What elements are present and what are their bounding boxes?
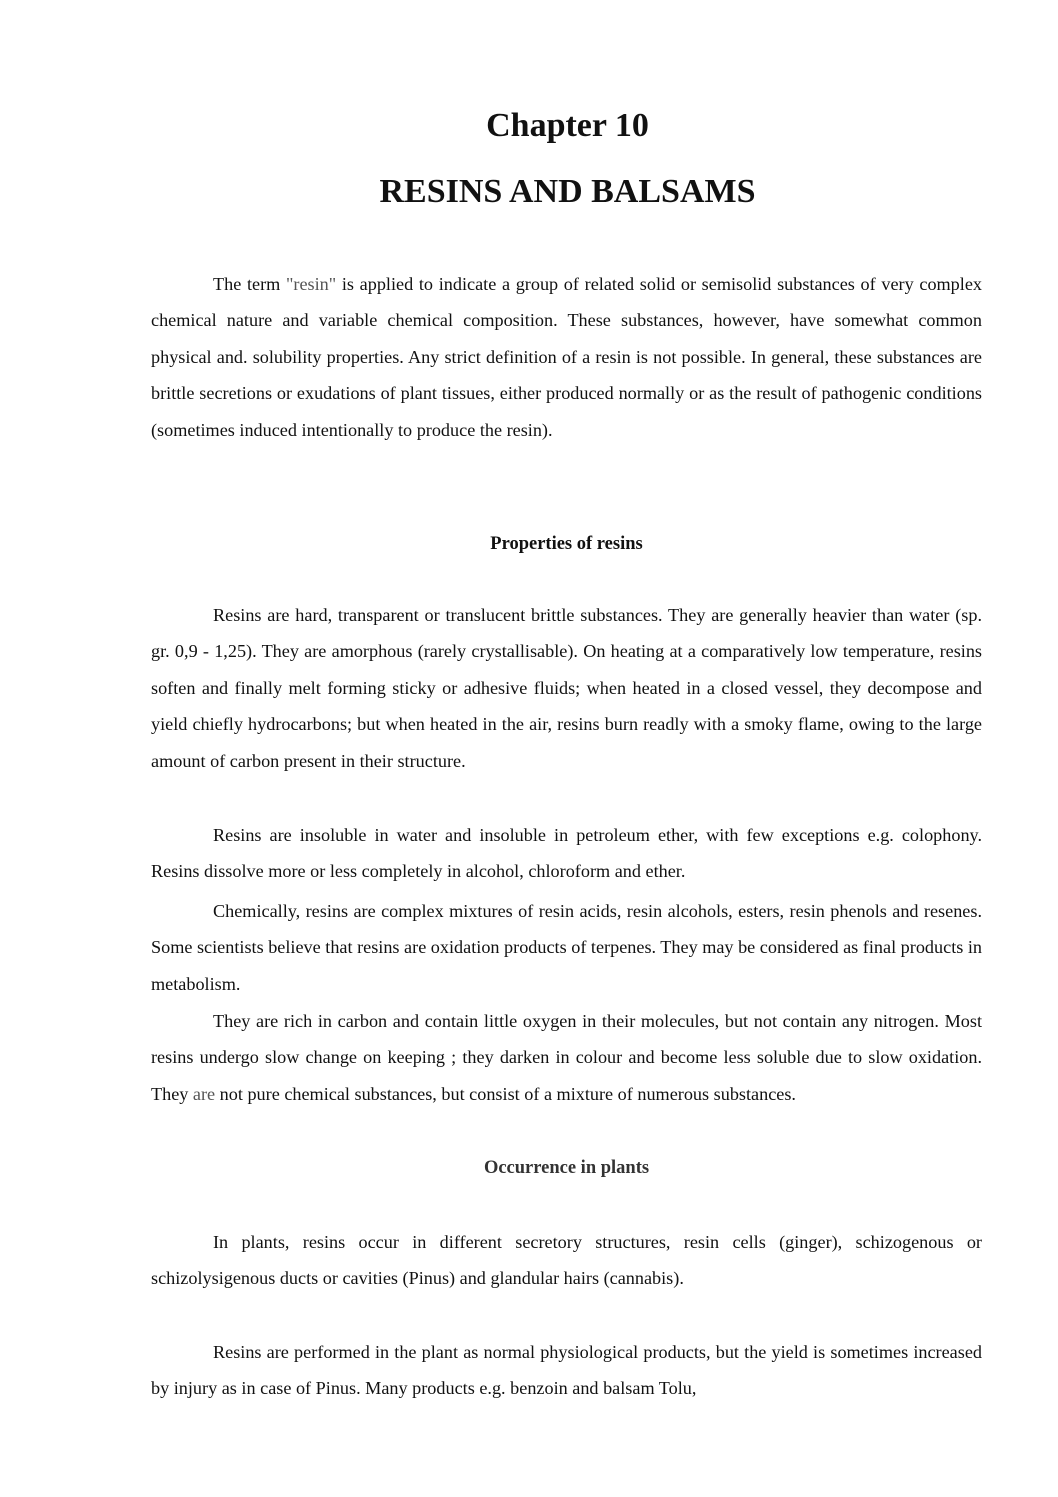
document-page: [151, 0, 982, 1497]
p4-text-start: They are rich in carbon and contain little oxygen in their molecules, but not contain any nitrogen. Most resins undergo slow change on keeping ; they darken in colour and become less soluble due to slow oxidation. They: [151, 1011, 982, 1104]
properties-paragraph-4: [151, 1003, 982, 1112]
properties-heading: Properties of resins: [490, 534, 643, 554]
chapter-number: Chapter 10: [486, 107, 649, 144]
intro-paragraph: [151, 266, 982, 448]
properties-paragraph-3: Chemically, resins are complex mixtures of resin acids, resin alcohols, esters, resin phenols and resenes. Some scientists believe that resins are oxidation products of terpenes. They may be considered as final products in metabolism.: [151, 901, 983, 994]
intro-text-start: The term: [213, 274, 286, 294]
occurrence-paragraph-2: Resins are performed in the plant as normal physiological products, but the yield is sometimes increased by injury as in case of Pinus. Many products e.g. benzoin and balsam Tolu,: [151, 1342, 982, 1399]
occurrence-paragraph-1: In plants, resins occur in different secretory structures, resin cells (ginger), schizogenous or schizolysigenous ducts or cavities (Pinus) and glandular hairs (cannabis).: [151, 1232, 982, 1289]
properties-paragraph-1: Resins are hard, transparent or translucent brittle substances. They are generally heavier than water (sp. gr. 0,9 - 1,25). They are amorphous (rarely crystallisable). On heating at a comparatively low temperature, resins soften and finally melt forming sticky or adhesive fluids; when heated in a closed vessel, they decompose and yield chiefly hydrocarbons; but when heated in the air, resins burn readly with a smoky flame, owing to the large amount of carbon present in their structure.: [151, 605, 982, 771]
resin-term: "resin": [285, 274, 337, 294]
p4-accent-word: are: [192, 1083, 216, 1104]
occurrence-heading: Occurrence in plants: [483, 1158, 650, 1178]
intro-text-rest: is applied to indicate a group of related solid or semisolid substances of very complex chemical nature and variable chemical composition. These substances, however, have somewhat common physical and. solubility properties. Any strict definition of a resin is not possible. In general, these substances are brittle secretions or exudations of plant tissues, either produced normally or as the result of pathogenic conditions (sometimes induced intentionally to produce the resin).: [151, 274, 982, 440]
properties-paragraph-2: Resins are insoluble in water and insoluble in petroleum ether, with few exceptions e.g. colophony. Resins dissolve more or less completely in alcohol, chloroform and ether.: [151, 825, 982, 882]
chapter-title: RESINS AND BALSAMS: [379, 173, 756, 210]
p4-text-rest: not pure chemical substances, but consist of a mixture of numerous substances.: [215, 1083, 796, 1104]
